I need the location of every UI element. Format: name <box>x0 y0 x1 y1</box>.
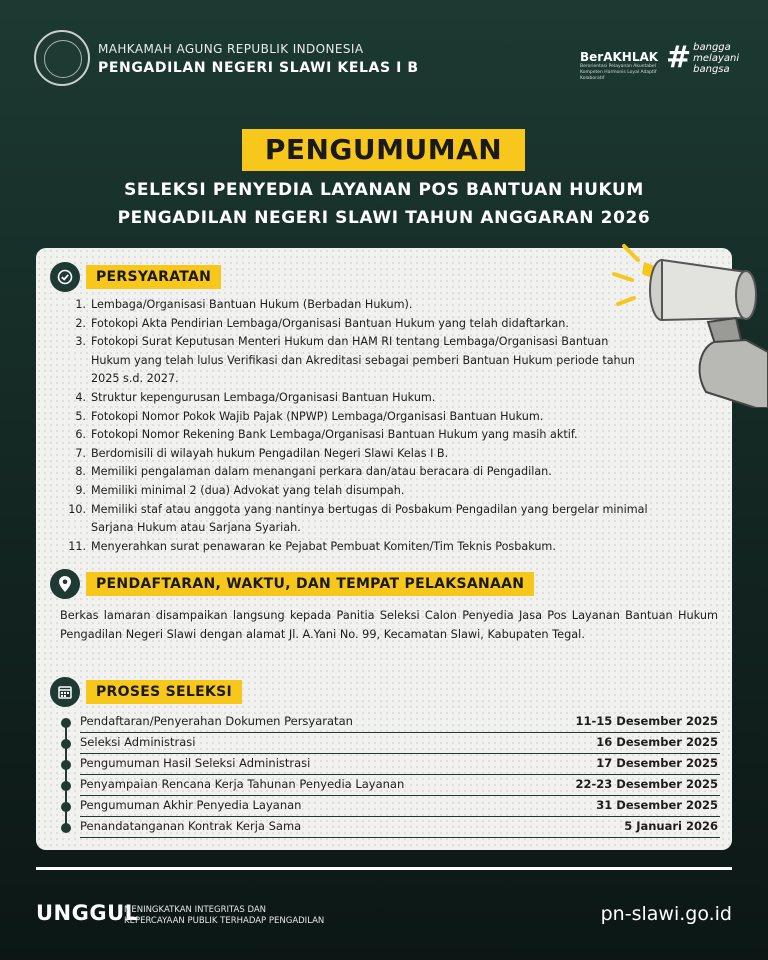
timeline-dot <box>61 802 71 812</box>
requirements-header <box>50 262 221 292</box>
requirement-number: 10. <box>68 502 86 516</box>
timeline-dot <box>61 823 71 833</box>
process-step <box>60 754 720 775</box>
institution-line1: MAHKAMAH AGUNG REPUBLIK INDONESIA <box>98 42 364 56</box>
requirement-number: 1. <box>75 298 86 311</box>
requirement-line: Menyerahkan surat penawaran ke Pejabat Pembuat Komiten/Tim Teknis Posbakum. <box>91 539 556 553</box>
requirement-line: Fotokopi Nomor Pokok Wajib Pajak (NPWP) Lembaga/Organisasi Bantuan Hukum. <box>91 409 544 423</box>
timeline-dot <box>61 718 71 728</box>
requirements-label: PERSYARATAN <box>86 265 221 289</box>
website-link[interactable]: pn-slawi.go.id <box>600 903 732 925</box>
hashtag-icon: # <box>666 40 692 75</box>
process-step-label: Pendaftaran/Penyerahan Dokumen Persyaratan <box>80 714 353 728</box>
berakhlak-logo <box>580 50 660 82</box>
requirement-number: 8. <box>75 465 86 479</box>
requirement-text <box>91 296 412 315</box>
requirement-line: Memiliki pengalaman dalam menangani perkara dan/atau beracara di Pengadilan. <box>91 465 552 479</box>
subtitle-line2: PENGADILAN NEGERI SLAWI TAHUN ANGGARAN 2026 <box>117 208 651 228</box>
subtitle-line1: SELEKSI PENYEDIA LAYANAN POS BANTUAN HUKUM <box>124 180 644 200</box>
timeline-rule <box>80 837 720 839</box>
requirement-number: 6. <box>75 428 86 442</box>
requirement-text <box>91 501 648 538</box>
bangga-word: melayani <box>693 53 740 64</box>
process-step <box>60 733 720 754</box>
check-circle-icon <box>50 262 80 292</box>
requirement-number: 9. <box>75 483 86 497</box>
bangga-word: bangga <box>693 42 731 53</box>
requirement-line: Hukum yang telah lulus Verifikasi dan Akreditasi sebagai pemberi Bantuan Hukum periode tahun <box>91 353 635 367</box>
requirement-text <box>91 482 404 501</box>
timeline-dot <box>61 781 71 791</box>
megaphone-icon <box>596 232 768 408</box>
process-step <box>60 796 720 817</box>
requirement-text <box>91 315 569 334</box>
process-step-date: 17 Desember 2025 <box>596 756 718 770</box>
footer-divider <box>36 867 732 870</box>
requirement-line: Sarjana Hukum atau Sarjana Syariah. <box>91 521 301 535</box>
requirement-text <box>91 426 578 445</box>
berakhlak-title: BerAKHLAK <box>580 50 659 64</box>
requirement-number: 5. <box>75 409 86 423</box>
calendar-icon <box>50 677 80 707</box>
process-step <box>60 817 720 838</box>
tagline-line1: MENINGKATKAN INTEGRITAS DAN <box>124 905 267 915</box>
process-header <box>50 677 242 707</box>
requirement-line: Fotokopi Surat Keputusan Menteri Hukum dan HAM RI tentang Lembaga/Organisasi Bantuan <box>91 335 609 349</box>
requirement-item <box>64 445 724 464</box>
requirement-number: 2. <box>75 316 86 330</box>
requirement-item <box>64 538 724 557</box>
bangga-word: bangsa <box>693 64 730 75</box>
process-step-label: Penandatanganan Kontrak Kerja Sama <box>80 819 302 833</box>
requirement-text <box>91 463 552 482</box>
requirement-text <box>91 333 635 389</box>
process-step-date: 22-23 Desember 2025 <box>575 777 718 791</box>
requirement-line: Fotokopi Akta Pendirian Lembaga/Organisasi Bantuan Hukum yang telah didaftarkan. <box>91 316 569 330</box>
timeline-dot <box>61 760 71 770</box>
process-step-date: 11-15 Desember 2025 <box>575 714 718 728</box>
requirement-item <box>64 426 724 445</box>
process-step-label: Pengumuman Akhir Penyedia Layanan <box>80 798 302 812</box>
requirement-item <box>64 408 724 427</box>
requirement-line: Lembaga/Organisasi Bantuan Hukum (Berbadan Hukum). <box>91 298 413 311</box>
process-step <box>60 712 720 733</box>
requirement-number: 7. <box>75 446 86 460</box>
process-step-date: 16 Desember 2025 <box>596 735 718 749</box>
unggul-brand: UNGGUL <box>36 901 139 925</box>
registration-label: PENDAFTARAN, WAKTU, DAN TEMPAT PELAKSANAAN <box>86 572 534 596</box>
process-step-label: Penyampaian Rencana Kerja Tahunan Penyedia Layanan <box>80 777 405 791</box>
requirement-number: 3. <box>75 335 86 349</box>
requirement-line: Fotokopi Nomor Rekening Bank Lembaga/Organisasi Bantuan Hukum yang masih aktif. <box>91 428 578 442</box>
requirement-item <box>64 482 724 501</box>
requirement-line: Memiliki minimal 2 (dua) Advokat yang telah disumpah. <box>91 483 405 497</box>
requirement-text <box>91 445 448 464</box>
process-step <box>60 775 720 796</box>
tagline-line2: KEPERCAYAAN PUBLIK TERHADAP PENGADILAN <box>124 916 325 926</box>
berakhlak-subtitle: Berorientasi Pelayanan Akuntabel Kompeten Harmonis Loyal Adaptif Kolaboratif <box>580 64 657 81</box>
announcement-title: PENGUMUMAN <box>242 129 525 171</box>
requirement-item <box>64 501 724 538</box>
requirement-text <box>91 538 556 557</box>
requirement-number: 4. <box>75 390 86 404</box>
requirement-line: Struktur kepengurusan Lembaga/Organisasi Bantuan Hukum. <box>91 390 436 404</box>
process-timeline <box>60 712 720 838</box>
process-step-label: Pengumuman Hasil Seleksi Administrasi <box>80 756 311 770</box>
bangga-melayani-logo <box>666 42 739 75</box>
registration-header <box>50 569 534 599</box>
registration-text: Berkas lamaran disampaikan langsung kepada Panitia Seleksi Calon Penyedia Jasa Pos Layanan Bantuan Hukum Pengadilan Negeri Slawi dengan alamat Jl. A.Yani No. 99, Kecamatan Slawi, Kabupaten Tegal. <box>60 609 718 641</box>
bangga-words <box>693 42 739 75</box>
requirement-line: 2025 s.d. 2027. <box>91 372 179 386</box>
requirement-line: Memiliki staf atau anggota yang nantinya bertugas di Posbakum Pengadilan yang bergelar minimal <box>91 502 648 516</box>
requirement-text <box>91 389 435 408</box>
process-step-date: 31 Desember 2025 <box>596 798 718 812</box>
location-pin-icon <box>50 569 80 599</box>
process-step-date: 5 Januari 2026 <box>624 819 718 833</box>
process-step-label: Seleksi Administrasi <box>80 735 196 749</box>
footer-tagline <box>124 905 324 927</box>
requirement-text <box>91 408 543 427</box>
requirement-item <box>64 463 724 482</box>
requirement-line: Berdomisili di wilayah hukum Pengadilan Negeri Slawi Kelas I B. <box>91 446 449 460</box>
requirement-number: 11. <box>68 539 86 553</box>
process-label: PROSES SELEKSI <box>86 680 242 704</box>
court-seal-logo <box>34 30 90 86</box>
timeline-dot <box>61 739 71 749</box>
header <box>34 28 740 98</box>
institution-line2: PENGADILAN NEGERI SLAWI KELAS I B <box>98 60 419 76</box>
